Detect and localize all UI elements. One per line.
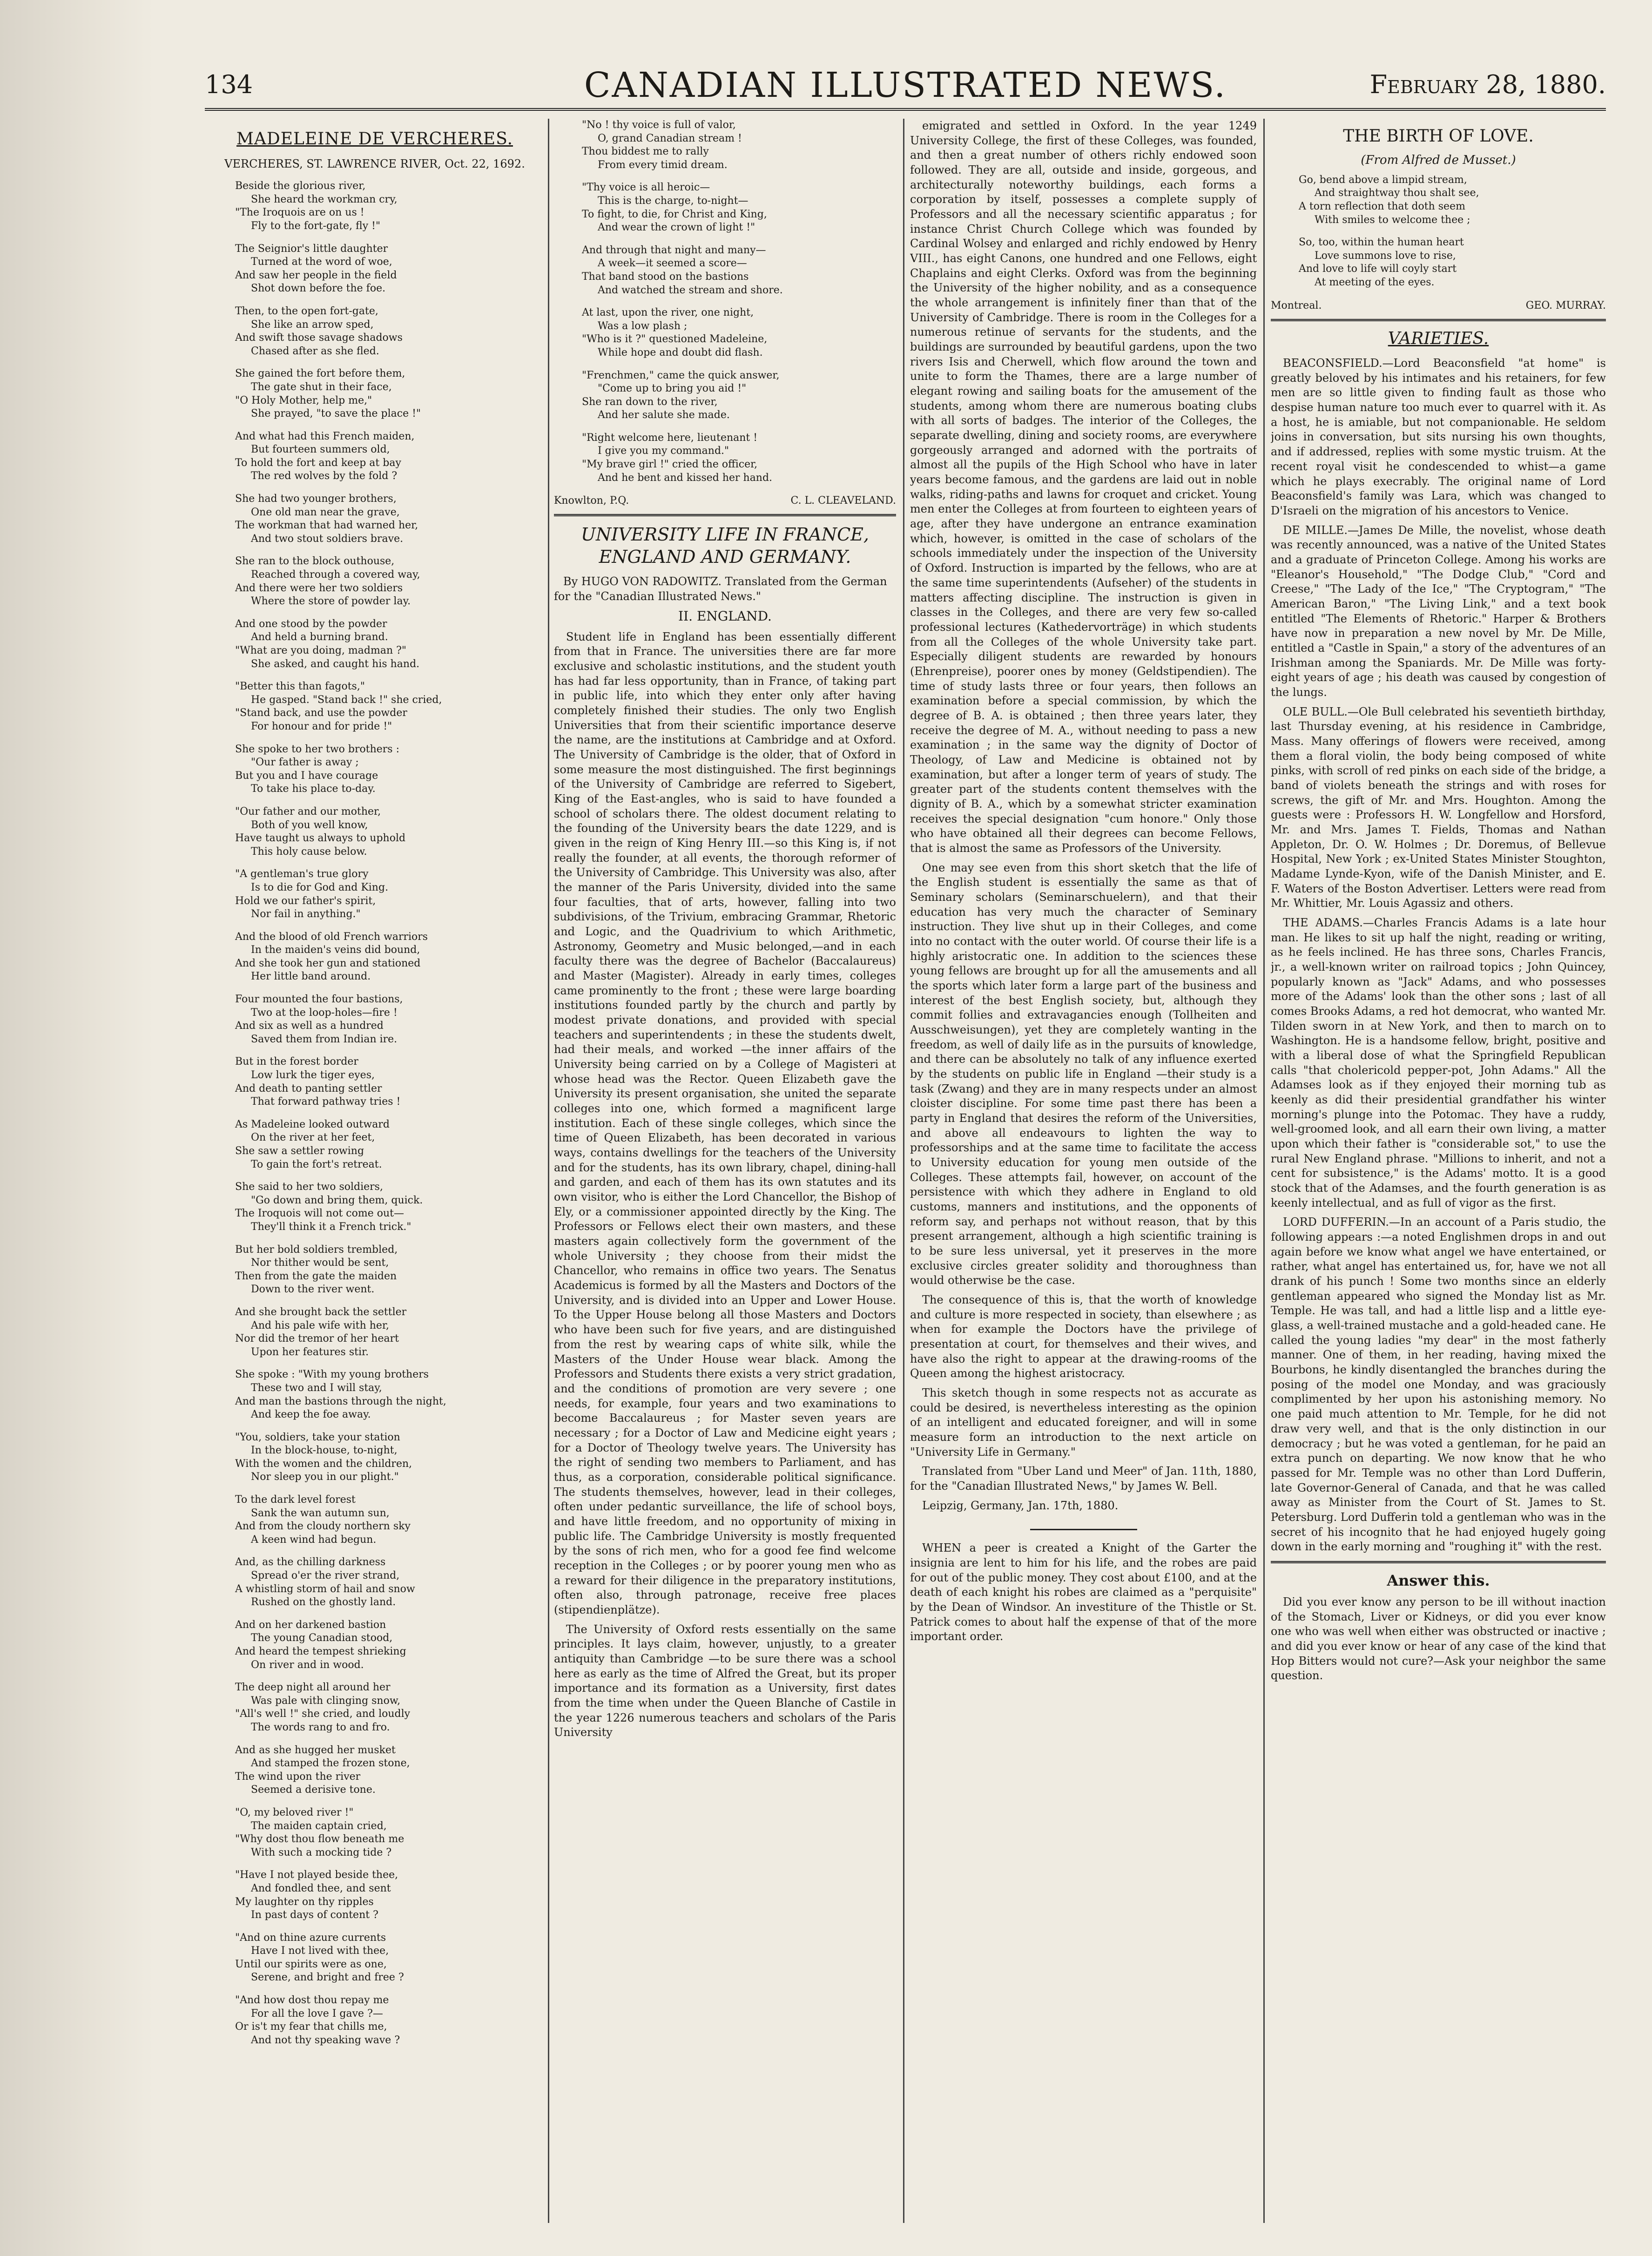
poem-line: From every timid dream.	[598, 159, 728, 171]
stanza	[235, 1055, 542, 1108]
poem-line: At meeting of the eyes.	[1315, 276, 1435, 288]
article-paragraph: The University of Oxford rests essentially on the same principles. It lays claim, however, unjustly, to a greater antiquity than Cambridge —to be sure there was a school here as early as the time of Alfred the Great, but its proper importance and its formation as a University, first dates from the time when under the Queen Blanche of Castile in the year 1226 numerous teachers and scholars of the Paris University	[554, 1622, 896, 1739]
poem-line: A week—it seemed a score—	[598, 257, 747, 270]
poem-line: Nor thither would be sent,	[251, 1257, 389, 1269]
poem-line: Was a low plash ;	[598, 320, 688, 332]
poem-line: Two at the loop-holes—fire !	[251, 1006, 398, 1019]
garter-paragraph: WHEN a peer is created a Knight of the Garter the insignia are lent to him for his life, and the robes are paid for out of the public money. They cost about £100, and at the death of each knight his robes are claimed as a "perquisite" by the Dean of Windsor. An investiture of the Thistle or St. Patrick comes to about half the expense of that of the more important order.	[910, 1541, 1257, 1643]
varieties-title: VARIETIES.	[1388, 329, 1489, 348]
poem-line: "O Holy Mother, help me,"	[235, 394, 372, 406]
poem-author: GEO. MURRAY.	[1525, 299, 1606, 311]
poem-line: To fight, to die, for Christ and King,	[582, 208, 767, 220]
stanza	[235, 931, 542, 984]
article-title: UNIVERSITY LIFE IN FRANCE, ENGLAND AND GERMANY.	[581, 524, 869, 567]
stanza	[235, 1181, 542, 1234]
poem-line: "Better this than fagots,"	[235, 681, 365, 693]
poem-stanzas	[1271, 174, 1606, 290]
stanza	[235, 993, 542, 1046]
variety-paragraph: DE MILLE.—James De Mille, the novelist, whose death was recently announced, was a native of the United States and a graduate of Princeton College. Among his works are "Eleanor's Household," "The Dodge Club," "Cord and Creese," "The Lady of the Ice," "The Cryptogram," "The American Baron," "The Living Link," and a text book entitled "The Elements of Rhetoric." Harper & Brothers have now in preparation a new novel by Mr. De Mille, entitled a "Castle in Spain," a story of the adventures of an Irishman among the Spaniards. Mr. De Mille was forty-eight years of age ; his death was caused by congestion of the lungs.	[1271, 523, 1606, 699]
poem-line: And wear the crown of light !"	[598, 222, 755, 234]
poem-line: "Why dost thou flow beneath me	[235, 1833, 405, 1845]
poem-line: And fondled thee, and sent	[251, 1882, 391, 1894]
article-byline: By HUGO VON RADOWITZ. Translated from the German for the "Canadian Illustrated News."	[554, 575, 887, 603]
stanza	[235, 1619, 542, 1672]
stanza	[235, 618, 542, 671]
poem-line: And watched the stream and shore.	[598, 284, 783, 296]
poem-line: "And how dost thou repay me	[235, 1994, 389, 2006]
poem-line: With the women and the children,	[235, 1458, 412, 1470]
stanza	[235, 243, 542, 296]
poem-line: "Frenchmen," came the quick answer,	[582, 369, 780, 381]
poem-line: And there were her two soldiers	[235, 582, 403, 594]
poem-title: THE BIRTH OF LOVE.	[1343, 127, 1534, 146]
poem-line: Serene, and bright and free ?	[251, 1972, 404, 1984]
stanza	[235, 805, 542, 858]
poem-line: She spoke : "With my young brothers	[235, 1369, 429, 1381]
poem-line: With such a mocking tide ?	[251, 1846, 392, 1858]
article-paragraph: The consequence of this is, that the worth of knowledge and culture is more respected in society, than elsewhere ; as when for example the Doctors have the privilege of presentation at court, for themselves and their wives, and have also the right to appear at the drawing-rooms of the Queen among the highest aristocracy.	[910, 1293, 1257, 1380]
stanza	[235, 1368, 542, 1421]
poem-line: So, too, within the human heart	[1299, 236, 1464, 249]
poem-line: That forward pathway tries !	[251, 1096, 401, 1108]
poem-line: The Iroquois will not come out—	[235, 1208, 404, 1220]
header-rule	[205, 108, 1606, 111]
stanza	[235, 1431, 542, 1484]
poem-signature	[554, 494, 896, 507]
poem-line: The workman that had warned her,	[235, 520, 418, 532]
poem-line: Then, to the open fort-gate,	[235, 305, 378, 317]
poem-line: Nor did the tremor of her heart	[235, 1333, 399, 1345]
poem-line: Fly to the fort-gate, fly !"	[251, 220, 381, 232]
poem-line: And from the cloudy northern sky	[235, 1520, 411, 1533]
stanza	[235, 1806, 542, 1859]
poem-line: The words rang to and fro.	[251, 1721, 390, 1733]
poem-line: To hold the fort and keep at bay	[235, 457, 401, 469]
stanza	[235, 1306, 542, 1359]
poem-line: "O, my beloved river !"	[235, 1806, 354, 1818]
stanza	[582, 244, 896, 297]
poem-line: She saw a settler rowing	[235, 1145, 364, 1157]
poem-line: Four mounted the four bastions,	[235, 993, 403, 1006]
poem-line: "Our father and our mother,	[235, 805, 381, 817]
poem-line: And she took her gun and stationed	[235, 957, 421, 969]
section-rule	[554, 514, 896, 516]
poem-line: Love summons love to rise,	[1315, 250, 1456, 262]
stanza	[235, 180, 542, 233]
poem-stanzas-continued	[554, 119, 896, 485]
article-paragraph: emigrated and settled in Oxford. In the year 1249 University College, the first of these Colleges, was founded, and then a great number of others richly endowed soon followed. They are all, outside and inside, gorgeous, and architecturally noteworthy buildings, each forms a corporation by itself, possesses a complete supply of Professors and all the necessary scientific apparatus ; for instance Christ Church College which was founded by Cardinal Wolsey and enlarged and richly endowed by Henry VIII., has eight Canons, one hundred and one Fellows, eight Chaplains and eight Clerks. Oxford was from the beginning the University of the higher nobility, and as a consequence the whole arrangement is infinitely finer than that of the University of Cambridge. There is room in the Colleges for a numerous retinue of servants for the students, and the buildings are surrounded by beautiful gardens, upon the two rivers Isis and Cherwell, which flow around the town and unite to form the Thames, there are a large number of elegant rowing and sailing boats for the amusement of the students, among whom there are numerous boating clubs with all sorts of badges. The interior of the Colleges, the separate dwelling, dining and society rooms, are everywhere gorgeously arranged and adorned with the portraits of almost all the pupils of the High School who have in later years become famous, and the gardens are laid out in noble walks, riding-paths and lawns for croquet and cricket. Young men enter the Colleges at from fourteen to eighteen years of age, after they have undergone an entrance examination which, however, is omitted in the case of scholars of the schools immediately under the inspection of the University of Oxford. Instruction is imparted by the fellows, who are at the same time superintendents (Aufseher) of the students in matters affecting discipline. The instruction is given in classes in the Colleges, and there are very few so-called professional lectures (Kathedervorträge) in which students from all the Colleges of the whole University take part. Especially diligent students are rewarded by honours (Ehrenpreise), poorer ones by money (Geldstipendien). The time of study lasts three or four years, then follows an examination before a special commission, by which the degree of B. A. is obtained ; then three years later, they receive the degree of M. A., without needing to pass a new examination ; in the same way the dignity of Doctor of Theology, of Law and Medicine is obtained not by examination, but after a longer term of years of study. The greater part of the students content themselves with the dignity of B. A., which by a somewhat stricter examination receives the special designation "cum honore." Only those who have obtained all their degrees can become Fellows, that is almost the same as Professors of the University.	[910, 119, 1257, 855]
poem-line: In the block-house, to-night,	[251, 1445, 398, 1457]
variety-paragraph: LORD DUFFERIN.—In an account of a Paris studio, the following appears :—a noted Englishmen drops in and out again before we know what angel we have entertained, or rather, what angel has entertained us, for, have we not all drank of his punch ! Some two months since an elderly gentleman appeared who signed the Monday list as Mr. Temple. He was tall, and had a little lisp and a little eye-glass, a well-trained mustache and a gold-headed cane. He called the young ladies "my dear" in the most fatherly manner. One of them, in her reading, having mixed the Bourbons, he kindly disentangled the branches during the posing of the model one Monday, and was graciously complimented by her upon his astonishing memory. No one paid much attention to Mr. Temple, for he did not draw very well, and that is the only distinction in our democracy ; but he was voted a gentleman, for he paid an extra punch on departing. We now know that he who passed for Mr. Temple was no other than Lord Dufferin, late Governor-General of Canada, and that he was called away as Minister from the Court of St. James to St. Petersburg. Lord Dufferin told a gentleman who was in the secret of his incognito that he had enjoyed hugely going down in the early morning and "roughing it" with the rest.	[1271, 1216, 1606, 1554]
stanza	[235, 680, 542, 733]
stanza	[235, 305, 542, 358]
poem-line: Sank the wan autumn sun,	[251, 1507, 390, 1519]
poem-line: They'll think it a French trick."	[251, 1221, 411, 1233]
stanza	[582, 119, 896, 172]
poem-line: "The Iroquois are on us !	[235, 207, 364, 219]
poem-line: And swift those savage shadows	[235, 332, 403, 344]
article-body	[554, 630, 896, 1740]
poem-line: Have taught us always to uphold	[235, 832, 406, 844]
poem-line: The deep night all around her	[235, 1682, 391, 1694]
poem-line: "Have I not played beside thee,	[235, 1869, 398, 1881]
article-section-heading: II. ENGLAND.	[678, 608, 772, 624]
poem-stanzas	[207, 180, 542, 2047]
section-rule	[1271, 319, 1606, 321]
poem-line: But fourteen summers old,	[251, 444, 390, 456]
stanza	[235, 555, 542, 608]
page-number: 134	[205, 70, 253, 99]
article-paragraph: This sketch though in some respects not as accurate as could be desired, is nevertheless interesting as the opinion of an intelligent and educated foreigner, and will in some measure form an introduction to the next article on "University Life in Germany."	[910, 1386, 1257, 1459]
poem-line: "Our father is away ;	[251, 757, 359, 769]
poem-line: She gained the fort before them,	[235, 368, 405, 380]
poem-line: Nor sleep you in our plight."	[251, 1471, 399, 1483]
poem-line: She like an arrow sped,	[251, 318, 374, 331]
poem-title: MADELEINE DE VERCHERES.	[236, 129, 513, 149]
stanza	[235, 1118, 542, 1171]
poem-line: On the river at her feet,	[251, 1132, 375, 1144]
poem-line: To gain the fort's retreat.	[251, 1158, 382, 1170]
stanza	[582, 306, 896, 359]
poem-line: But her bold soldiers trembled,	[235, 1243, 398, 1256]
poem-line: On river and in wood.	[251, 1659, 364, 1671]
stanza	[1299, 174, 1606, 227]
poem-author: C. L. CLEAVELAND.	[790, 495, 896, 507]
answer-title: Answer this.	[1387, 1571, 1490, 1589]
poem-line: But in the forest border	[235, 1056, 358, 1068]
poem-line: Spread o'er the river strand,	[251, 1570, 400, 1582]
running-head	[205, 65, 1606, 107]
stanza	[582, 432, 896, 485]
poem-line: "What are you doing, madman ?"	[235, 645, 407, 656]
stanza	[235, 743, 542, 796]
stanza	[235, 1994, 542, 2047]
stanza	[235, 1932, 542, 1985]
masthead: CANADIAN ILLUSTRATED NEWS.	[584, 65, 1227, 105]
poem-line: "Stand back, and use the powder	[235, 707, 407, 719]
poem-line: She spoke to her two brothers :	[235, 743, 399, 755]
section-rule	[1271, 1561, 1606, 1563]
poem-line: And she brought back the settler	[235, 1306, 407, 1318]
poem-line: And saw her people in the field	[235, 269, 397, 281]
stanza	[582, 369, 896, 422]
poem-line: Both of you well know,	[251, 819, 368, 831]
poem-line: "All's well !" she cried, and loudly	[235, 1708, 411, 1720]
stanza	[235, 1869, 542, 1922]
poem-line: "And on thine azure currents	[235, 1932, 386, 1944]
poem-line: And her salute she made.	[598, 409, 730, 421]
article-paragraph: Translated from "Uber Land und Meer" of Jan. 11th, 1880, for the "Canadian Illustrated News," by James W. Bell.	[910, 1465, 1257, 1493]
poem-place: Montreal.	[1271, 299, 1322, 311]
poem-line: Until our spirits were as one,	[235, 1958, 387, 1970]
poem-line: For honour and for pride !"	[251, 720, 392, 732]
poem-signature	[1271, 299, 1606, 312]
poem-line: O, grand Canadian stream !	[598, 132, 742, 144]
poem-line: While hope and doubt did flash.	[598, 346, 763, 358]
stanza	[235, 367, 542, 420]
article-body-continued	[910, 119, 1257, 1494]
poem-line: These two and I will stay,	[251, 1382, 382, 1394]
poem-line: As Madeleine looked outward	[235, 1118, 390, 1130]
stanza	[235, 1243, 542, 1297]
poem-line: And heard the tempest shrieking	[235, 1646, 406, 1657]
stanza	[235, 1556, 542, 1609]
article-paragraph: Student life in England has been essentially different from that in France. The universities there are far more exclusive and scholastic institutions, and the student youth has had far less opportunity, than in France, of taking part in public life, into which they enter only after having completely finished their studies. The only two English Universities that from their scientific importance deserve the name, are the institutions at Cambridge and at Oxford. The University of Cambridge is the older, that of Oxford in some measure the most distinguished. The first beginnings of the University of Cambridge are referred to Sigebert, King of the East-angles, who is said to have founded a school of scholars there. The oldest document relating to the founding of the University bears the date 1229, and is given in the reign of King Henry III.—so this King is, if not really the founder, at all events, the thorough reformer of the University of Cambridge. This University was also, after the manner of the Paris University, divided into the same four faculties, that of arts, however, falling into two subdivisions, of the Trivium, embracing Grammar, Rhetoric and Logic, and the Quadrivium to which Arithmetic, Astronomy, Geometry and Music belonged,—and in each faculty there was the degree of Bachelor (Baccalaureus) and Master (Magister). Already in early times, colleges came prominently to the front ; these were large boarding institutions founded partly by the church and partly by modest private donations, and provided with special teachers and superintendents ; in these the students dwelt, had their meals, and worked —the inner affairs of the University being carried on by a College of Magisteri at whose head was the Rector. Queen Elizabeth gave the University its present organisation, she united the separate colleges into one, which formed a magnificent large institution. Each of these single colleges, which since the time of Queen Elizabeth, has been decorated in various ways, contains dwellings for the teachers of the University and for the students, has its own library, chapel, dining-hall and garden, and each of them has its own statutes and its own visitor, who is either the Lord Chancellor, the Bishop of Ely, or a commissioner appointed directly by the King. The Professors or Fellows elect their own masters, and these masters again collectively form the government of the whole University ; they choose from their midst the Chancellor, who remains in office two years. The Senatus Academicus is formed by all the Masters and Doctors of the University, and is divided into an Upper and Lower House. To the Upper House belong all those Masters and Doctors who have been such for five years, and are distinguished from the rest by wearing caps of white silk, while the Masters of the Under House wear black. Among the Professors and Students there exists a very strict gradation, and the conditions of promotion are very severe ; one needs, for example, four years and two examinations to become Baccalaureus ; for Master seven years are necessary ; for a Doctor of Law and Medicine eight years ; for a Doctor of Theology twelve years. The University has the right of sending two members to Parliament, and has thus, as a corporation, considerable political significance. The students themselves, however, lead in their colleges, often under pedantic surveillance, the life of school boys, and have little freedom, and no opportunity of mixing in public life. The Cambridge University is mostly frequented by the sons of rich men, who for a good fee find welcome reception in the Colleges ; or by poorer young men who as a reward for their diligence in the preparatory institutions, often also, through patronage, receive free places (stipendienplätze).	[554, 630, 896, 1616]
stanza	[235, 1681, 542, 1734]
stanza	[235, 1493, 542, 1547]
column-rule	[548, 119, 549, 2223]
article-dateline: Leipzig, Germany, Jan. 17th, 1880.	[922, 1499, 1119, 1512]
stanza	[235, 430, 542, 483]
variety-paragraph: BEACONSFIELD.—Lord Beaconsfield "at home" is greatly beloved by his intimates and his retainers, for few men are so little given to finding fault as those who despise human nature too much ever to quarrel with it. As a host, he is amiable, but not companionable. He seldom joins in conversation, but sits nursing his own thoughts, and if addressed, replies with some mystic truism. At the recent royal visit he condescended to whist—a game which he plays execrably. The original name of Lord Beaconsfield's family was Lara, which was changed to D'Israeli on the migration of his ancestors to Venice.	[1271, 357, 1606, 517]
poem-line: One old man near the grave,	[251, 506, 400, 518]
poem-line: With smiles to welcome thee ;	[1315, 214, 1470, 226]
stanza	[235, 868, 542, 921]
page-shadow-margin	[0, 0, 154, 2256]
poem-line: Shot down before the foe.	[251, 283, 386, 295]
poem-line: And not thy speaking wave ?	[251, 2034, 400, 2046]
poem-line: She heard the workman cry,	[251, 193, 398, 205]
poem-line: But you and I have courage	[235, 770, 378, 782]
poem-line: In the maiden's veins did bound,	[251, 944, 420, 956]
column-4	[1271, 119, 1606, 2223]
answer-paragraph: Did you ever know any person to be ill without inaction of the Stomach, Liver or Kidneys, or did you ever know one who was well when either was obstructed or inactive ; and did you ever know or hear of any case of the kind that Hop Bitters would not cure?—Ask your neighbor the same question.	[1271, 1595, 1606, 1682]
poem-line: A whistling storm of hail and snow	[235, 1583, 415, 1595]
poem-line: Have I not lived with thee,	[251, 1945, 389, 1957]
poem-line: To the dark level forest	[235, 1494, 356, 1506]
poem-line: And love to life will coyly start	[1299, 263, 1457, 275]
poem-line: For all the love I gave ?—	[251, 2007, 383, 2020]
poem-line: The young Canadian stood,	[251, 1632, 393, 1644]
poem-dateline: VERCHERES, ST. LAWRENCE RIVER, Oct. 22, 1692.	[224, 157, 525, 170]
article-paragraph: One may see even from this short sketch that the life of the English student is essentially the same as that of Seminary scholars (Seminarschuelern), and that their education has very much the character of Seminary instruction. They live shut up in their Colleges, and come into no contact with the outer world. Of course their life is a highly aristocratic one. In addition to the sciences these young fellows are brought up for all the amusements and all the sports which later form a large part of the business and interest of the best English society, but, although they commit follies and extravagancies enough (Tollheiten and Ausschweisungen), yet they are completely wanting in the freedom, as well of daily life as in the pursuits of knowledge, and there can be absolutely no talk of any influence exerted by the students on public life in England —their study is a task (Zwang) and they are in many respects under an almost cloister discipline. For some time past there has been a party in England that desires the reform of the Universities, and above all endeavours to lighten the way to professorships and at the same time to facilitate the access to University education for young men outside of the Colleges. These attempts fail, however, on account of the persistence with which they adhere in England to old customs, manners and institutions, and the opponents of reform say, and perhaps not without reason, that by this present arrangement, although a high scientific training is to be sure less universal, yet it preserves in the more exclusive circles greater solidity and thoroughness than would otherwise be the case.	[910, 861, 1257, 1287]
poem-line: Down to the river went.	[251, 1283, 375, 1296]
poem-line: The gate shut in their face,	[251, 381, 392, 393]
poem-line: This is the charge, to-night—	[598, 195, 748, 207]
varieties-items	[1271, 356, 1606, 1554]
stanza	[582, 181, 896, 234]
poem-line: And, as the chilling darkness	[235, 1556, 386, 1568]
poem-line: The Seignior's little daughter	[235, 243, 388, 255]
poem-line: Or is't my fear that chills me,	[235, 2021, 387, 2033]
poem-line: Upon her features stir.	[251, 1346, 369, 1358]
poem-line: Was pale with clinging snow,	[251, 1695, 401, 1707]
poem-line: Is to die for God and King.	[251, 881, 389, 893]
poem-line: Hold we our father's spirit,	[235, 895, 376, 907]
poem-line: Chased after as she fled.	[251, 345, 379, 357]
poem-line: That band stood on the bastions	[582, 270, 749, 283]
poem-line: And straightway thou shalt see,	[1315, 187, 1479, 199]
poem-line: "Right welcome here, lieutenant !	[582, 432, 758, 444]
poem-line: And what had this French maiden,	[235, 430, 415, 442]
poem-line: "Come up to bring you aid !"	[598, 383, 747, 395]
poem-line: Her little band around.	[251, 971, 371, 983]
poem-line: "You, soldiers, take your station	[235, 1431, 400, 1443]
poem-line: And stamped the frozen stone,	[251, 1757, 410, 1770]
poem-line: "No ! thy voice is full of valor,	[582, 119, 736, 131]
poem-line: And held a burning brand.	[251, 631, 388, 643]
poem-line: Saved them from Indian ire.	[251, 1033, 398, 1045]
column-1	[207, 119, 542, 2223]
variety-paragraph: OLE BULL.—Ole Bull celebrated his seventieth birthday, last Thursday evening, at his residence in Cambridge, Mass. Many offerings of flowers were received, among them a floral violin, the body being composed of white pinks, with scroll of red pinks on each side of the bridge, a band of violets beneath the strings and with roses for screws, the gift of Mr. and Mrs. Houghton. Among the guests were : Professors H. W. Longfellow and Horsford, Mr. and Mrs. James T. Fields, Thomas and Nathan Appleton, Dr. O. W. Holmes ; Dr. Doremus, of Bellevue Hospital, New York ; ex-United States Minister Stoughton, Madame Lynde-Kyon, wife of the Danish Minister, and E. F. Waters of the Boston Advertiser. Letters were read from Mr. Whittier, Mr. Louis Agassiz and others.	[1271, 705, 1606, 910]
poem-line: He gasped. "Stand back !" she cried,	[251, 694, 442, 706]
stanza	[235, 493, 542, 546]
poem-line: Nor fail in anything."	[251, 908, 361, 920]
poem-line: Seemed a derisive tone.	[251, 1784, 376, 1796]
poem-line: And as she hugged her musket	[235, 1744, 396, 1756]
column-3	[910, 119, 1257, 2223]
poem-line: And on her darkened bastion	[235, 1619, 386, 1631]
poem-line: I give you my command."	[598, 445, 729, 457]
issue-date: February 28, 1880.	[1369, 70, 1606, 99]
poem-line: "Who is it ?" questioned Madeleine,	[582, 333, 768, 345]
stanza	[1299, 236, 1606, 289]
poem-line: A keen wind had begun.	[251, 1533, 377, 1546]
column-2	[554, 119, 896, 2223]
poem-line: "Thy voice is all heroic—	[582, 182, 710, 194]
poem-line: The wind upon the river	[235, 1770, 361, 1783]
variety-paragraph: THE ADAMS.—Charles Francis Adams is a late hour man. He likes to sit up half the night, reading or writing, as he feels inclined. He has three sons, Charles Francis, jr., a well-known writer on railroad topics ; John Quincey, popularly known as "Jack" Adams, and who possesses more of the Adams' look than the other sons ; last of all comes Brooks Adams, a red hot democrat, who wanted Mr. Tilden sworn in at New York, and then to march on to Washington. He is a handsome fellow, bright, positive and with a liberal dose of what the Springfield Republican calls "that cholericold pepper-pot, John Adams." All the Adamses look as if they enjoyed their morning tub as keenly as did their presidential grandfather his winter morning's plunge into the Potomac. They have a ruddy, well-groomed look, and all earn their own living, a matter upon which their father is "considerable sot," to use the rural New England phrase. "Millions to inherit, and not a cent for subsistence," is the Adams' motto. It is a good stock that of the Adamses, and the fourth generation is as keenly intellectual, and as full of vigor as the first.	[1271, 916, 1606, 1209]
poem-line: Then from the gate the maiden	[235, 1270, 397, 1282]
separator-rule	[910, 1520, 1257, 1534]
column-rule	[903, 119, 904, 2223]
poem-place: Knowlton, P.Q.	[554, 495, 629, 507]
poem-line: She had two younger brothers,	[235, 493, 397, 505]
poem-line: "My brave girl !" cried the officer,	[582, 459, 758, 471]
poem-line: And death to panting settler	[235, 1082, 382, 1094]
poem-line: And his pale wife with her,	[251, 1319, 390, 1331]
poem-line: My laughter on thy ripples	[235, 1896, 374, 1908]
poem-line: Go, bend above a limpid stream,	[1299, 174, 1467, 186]
poem-line: And through that night and many—	[582, 244, 766, 256]
poem-line: She prayed, "to save the place !"	[251, 408, 421, 420]
poem-line: And man the bastions through the night,	[235, 1395, 446, 1407]
poem-line: And keep the foe away.	[251, 1409, 371, 1421]
poem-line: Turned at the word of woe,	[251, 256, 392, 268]
poem-line: She ran down to the river,	[582, 396, 718, 408]
poem-line: She said to her two soldiers,	[235, 1181, 383, 1193]
poem-line: She asked, and caught his hand.	[251, 658, 420, 670]
poem-line: In past days of content ?	[251, 1909, 378, 1921]
poem-line: At last, upon the river, one night,	[582, 307, 754, 319]
poem-line: Rushed on the ghostly land.	[251, 1596, 396, 1608]
poem-line: And two stout soldiers brave.	[251, 533, 404, 545]
poem-line: Where the store of powder lay.	[251, 595, 411, 608]
column-rule	[1263, 119, 1265, 2223]
poem-line: To take his place to-day.	[251, 783, 376, 795]
poem-source: (From Alfred de Musset.)	[1361, 153, 1516, 167]
poem-line: Reached through a covered way,	[251, 569, 420, 581]
poem-line: "A gentleman's true glory	[235, 868, 369, 880]
poem-line: Thou biddest me to rally	[582, 146, 709, 158]
poem-line: And he bent and kissed her hand.	[598, 472, 773, 484]
poem-line: The maiden captain cried,	[251, 1820, 387, 1832]
poem-line: And one stood by the powder	[235, 618, 387, 630]
poem-line: The red wolves by the fold ?	[251, 470, 398, 482]
poem-line: "Go down and bring them, quick.	[251, 1194, 423, 1206]
stanza	[235, 1744, 542, 1797]
poem-line: She ran to the block outhouse,	[235, 555, 395, 567]
poem-line: A torn reflection that doth seem	[1299, 201, 1465, 213]
poem-line: And six as well as a hundred	[235, 1020, 384, 1032]
poem-line: Beside the glorious river,	[235, 180, 366, 192]
poem-line: And the blood of old French warriors	[235, 931, 428, 943]
poem-line: Low lurk the tiger eyes,	[251, 1069, 375, 1081]
poem-line: This holy cause below.	[251, 845, 367, 858]
